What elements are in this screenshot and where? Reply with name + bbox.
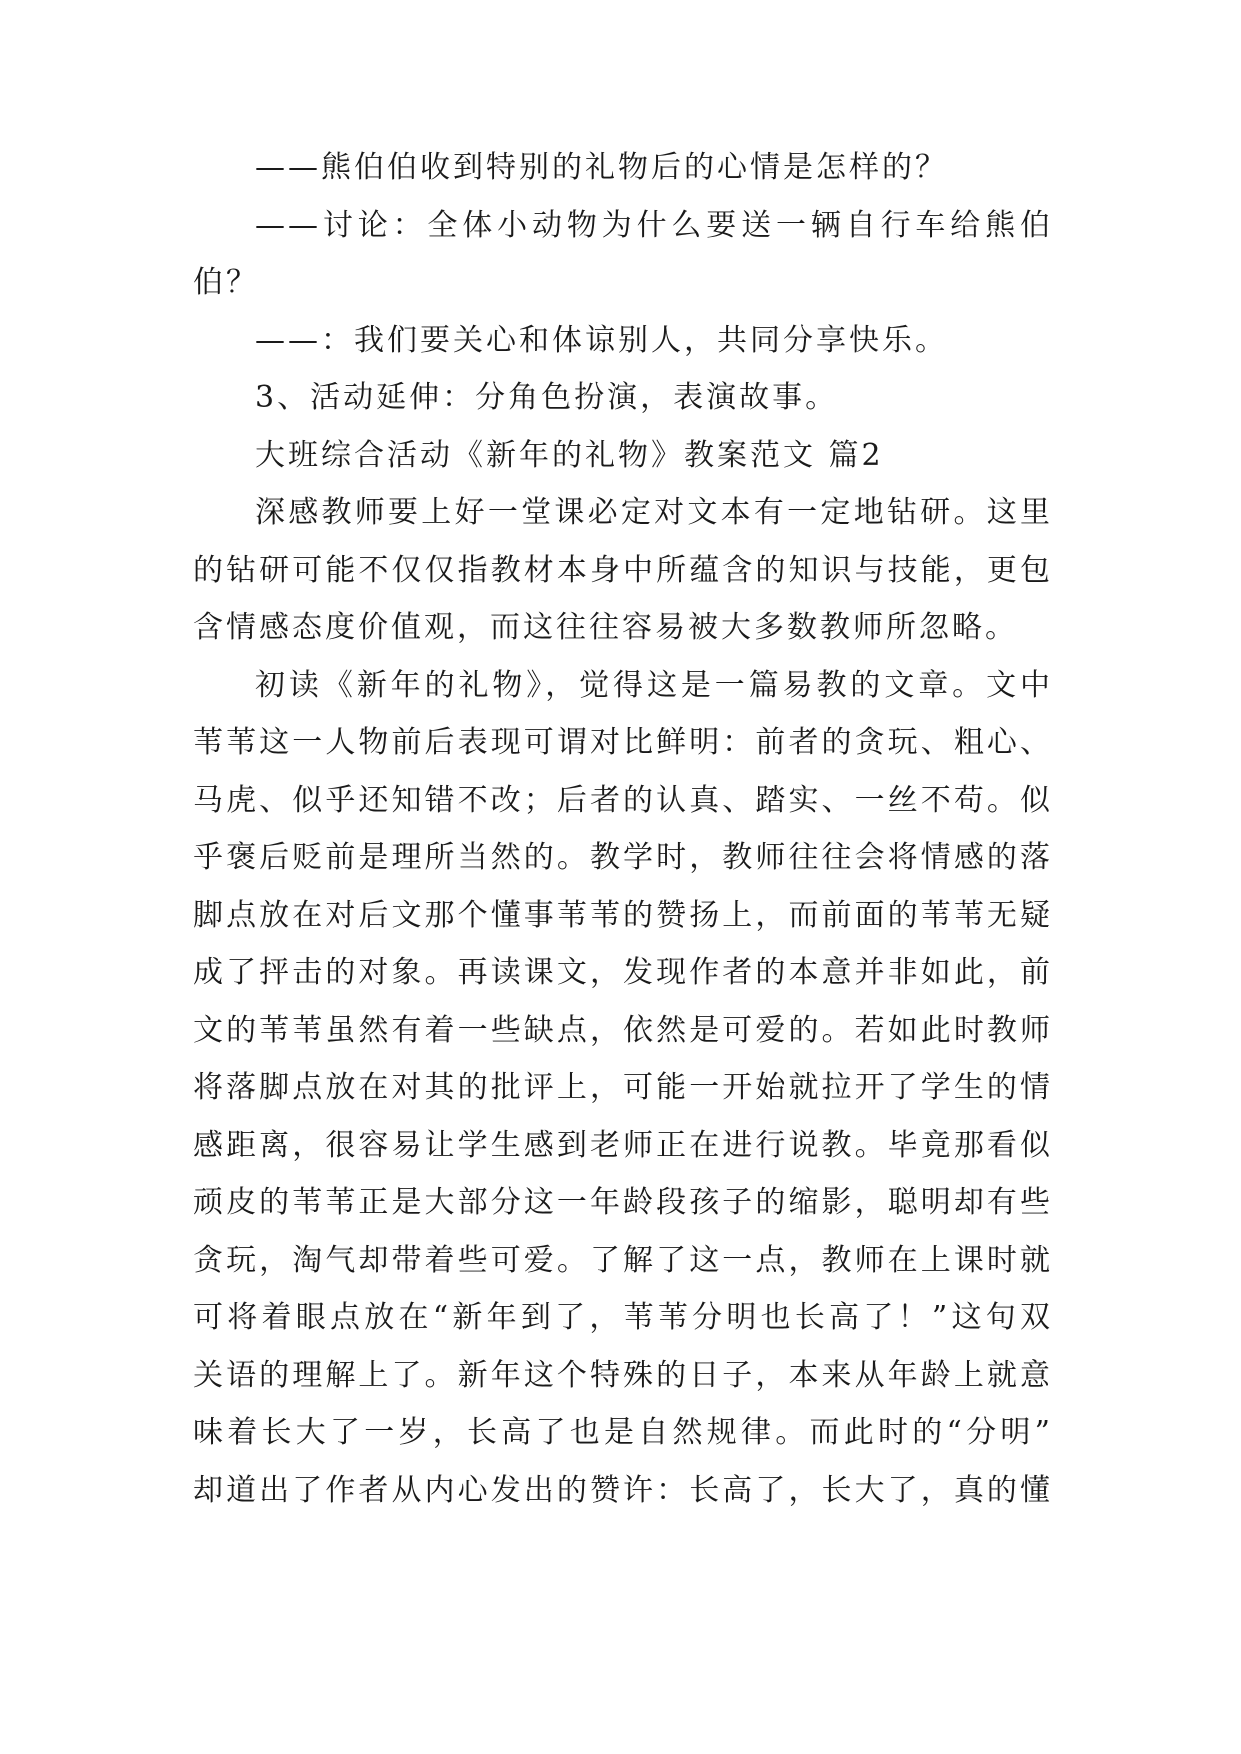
text-line: 将落脚点放在对其的批评上，可能一开始就拉开了学生的情 [193,1070,1053,1105]
text-line: ——熊伯伯收到特别的礼物后的心情是怎样的？ [255,150,948,185]
text-line: ——讨论：全体小动物为什么要送一辆自行车给熊伯 [255,208,1053,243]
text-line: 深感教师要上好一堂课必定对文本有一定地钻研。这里 [255,495,1053,530]
text-line: 关语的理解上了。新年这个特殊的日子，本来从年龄上就意 [193,1358,1053,1393]
text-line: 顽皮的苇苇正是大部分这一年龄段孩子的缩影，聪明却有些 [193,1185,1053,1220]
text-line: 可将着眼点放在“新年到了，苇苇分明也长高了！”这句双 [193,1300,1053,1335]
text-line: 初读《新年的礼物》，觉得这是一篇易教的文章。文中 [255,668,1053,703]
text-line: 的钻研可能不仅仅指教材本身中所蕴含的知识与技能，更包 [193,553,1053,588]
text-line: 却道出了作者从内心发出的赞许：长高了，长大了，真的懂 [193,1473,1053,1508]
text-line: 马虎、似乎还知错不改；后者的认真、踏实、一丝不苟。似 [193,783,1053,818]
text-line: 文的苇苇虽然有着一些缺点，依然是可爱的。若如此时教师 [193,1013,1053,1048]
text-line: 含情感态度价值观，而这往往容易被大多数教师所忽略。 [193,610,1018,645]
text-line: 感距离，很容易让学生感到老师正在进行说教。毕竟那看似 [193,1128,1053,1163]
text-line: ——：我们要关心和体谅别人，共同分享快乐。 [255,323,948,358]
text-line: 成了抨击的对象。再读课文，发现作者的本意并非如此，前 [193,955,1053,990]
text-line: 3、活动延伸：分角色扮演，表演故事。 [255,380,839,415]
text-line: 贪玩，淘气却带着些可爱。了解了这一点，教师在上课时就 [193,1243,1053,1278]
text-line: 乎褒后贬前是理所当然的。教学时，教师往往会将情感的落 [193,840,1053,875]
text-line: 苇苇这一人物前后表现可谓对比鲜明：前者的贪玩、粗心、 [193,725,1053,760]
text-line: 伯？ [193,265,259,300]
text-line: 脚点放在对后文那个懂事苇苇的赞扬上，而前面的苇苇无疑 [193,898,1053,933]
section-heading: 大班综合活动《新年的礼物》教案范文 篇2 [255,438,884,473]
text-line: 味着长大了一岁，长高了也是自然规律。而此时的“分明” [193,1415,1053,1450]
